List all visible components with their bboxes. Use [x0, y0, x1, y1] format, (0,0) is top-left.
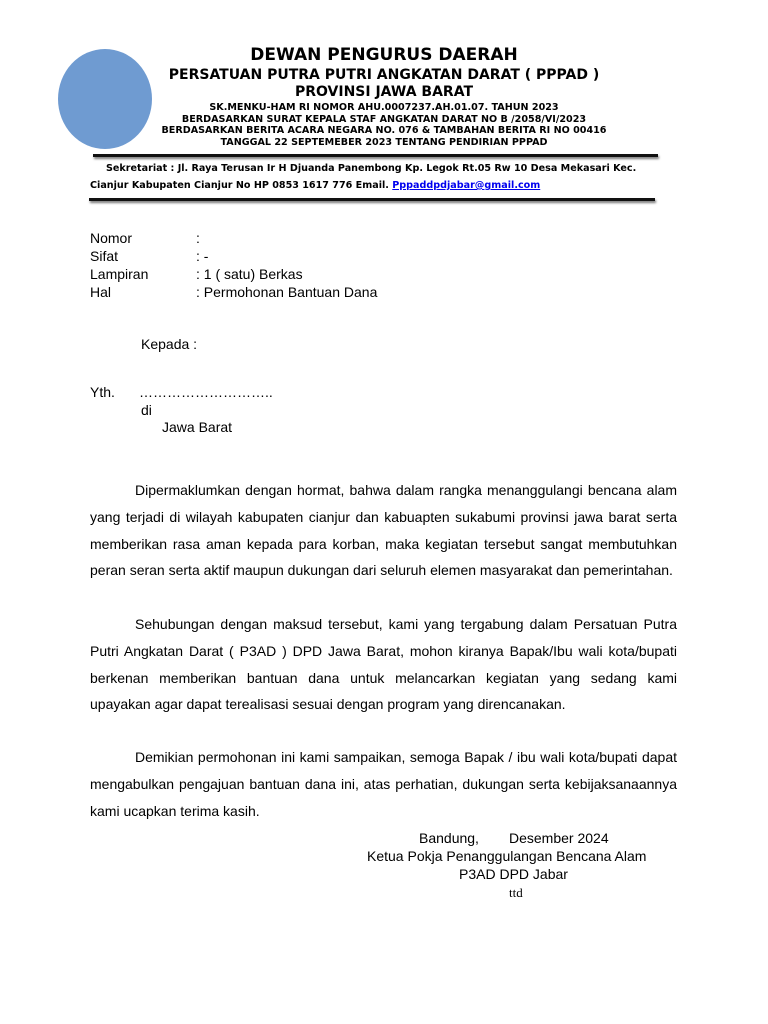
- signature-date: Desember 2024: [509, 830, 609, 846]
- address-line-1: Sekretariat : Jl. Raya Terusan Ir H Djuanda Panembong Kp. Legok Rt.05 Rw 10 Desa Mekasari Kec.: [106, 163, 637, 174]
- recipient-name-placeholder: ………………………..: [139, 384, 273, 400]
- body-paragraph-1: Dipermaklumkan dengan hormat, bahwa dalam rangka menanggulangi bencana alam yang terjadi di wilayah kabupaten cianjur dan kabuapten sukabumi provinsi jawa barat serta memberikan rasa aman kepada para korban, maka kegiatan tersebut sangat membutuhkan peran seran serta aktif maupun dukungan dari seluruh elemen masyarakat dan pemerintahan.: [90, 482, 677, 579]
- legal-basis-3: BERDASARKAN BERITA ACARA NEGARA NO. 076 & TAMBAHAN BERITA RI NO 00416: [161, 125, 607, 136]
- signature-ttd: ttd: [509, 885, 523, 900]
- signature-title: Ketua Pokja Penanggulangan Bencana Alam: [367, 848, 647, 864]
- org-name-line2: PERSATUAN PUTRA PUTRI ANGKATAN DARAT ( PPPAD ): [168, 67, 600, 83]
- body-paragraph-3: Demikian permohonan ini kami sampaikan, semoga Bapak / ibu wali kota/bupati dapat mengabulkan pengajuan bantuan dana ini, atas perhatian, dukungan serta kebijaksanaannya kami ucapkan terima kasih.: [90, 749, 677, 819]
- header-divider-bottom: [89, 198, 655, 201]
- org-name-line3: PROVINSI JAWA BARAT: [294, 84, 473, 100]
- recipient-place: Jawa Barat: [162, 419, 233, 435]
- recipient-di: di: [141, 402, 152, 418]
- header-divider-top: [93, 154, 658, 157]
- meta-row-lampiran: Lampiran : 1 ( satu) Berkas: [90, 266, 303, 282]
- meta-row-sifat: Sifat : -: [90, 248, 209, 264]
- recipient-yth: Yth.: [90, 384, 115, 400]
- legal-basis-2: BERDASARKAN SURAT KEPALA STAF ANGKATAN DARAT NO B /2058/VI/2023: [181, 114, 587, 125]
- body-paragraph-2: Sehubungan dengan maksud tersebut, kami yang tergabung dalam Persatuan Putra Putri Angkatan Darat ( P3AD ) DPD Jawa Barat, mohon kiranya Bapak/Ibu wali kota/bupati berkenan memberikan bantuan dana untuk melancarkan kegiatan yang sedang kami upayakan agar dapat terealisasi sesuai dengan program yang direncanakan.: [90, 616, 677, 713]
- email-link[interactable]: Pppaddpdjabar@gmail.com: [392, 180, 541, 191]
- address-line-2: Cianjur Kabupaten Cianjur No HP 0853 1617 776 Email. Pppaddpdjabar@gmail.com: [90, 180, 541, 191]
- signature-org: P3AD DPD Jabar: [459, 866, 568, 882]
- meta-row-nomor: Nomor :: [90, 230, 200, 246]
- legal-basis-1: SK.MENKU-HAM RI NOMOR AHU.0007237.AH.01.07. TAHUN 2023: [209, 102, 559, 113]
- signature-city: Bandung,: [419, 830, 479, 846]
- legal-basis-4: TANGGAL 22 SEPTEMEBER 2023 TENTANG PENDIRIAN PPPAD: [220, 137, 548, 148]
- meta-row-hal: Hal : Permohonan Bantuan Dana: [90, 284, 378, 300]
- org-name-line1: DEWAN PENGURUS DAERAH: [250, 45, 518, 65]
- recipient-kepada: Kepada :: [141, 336, 198, 352]
